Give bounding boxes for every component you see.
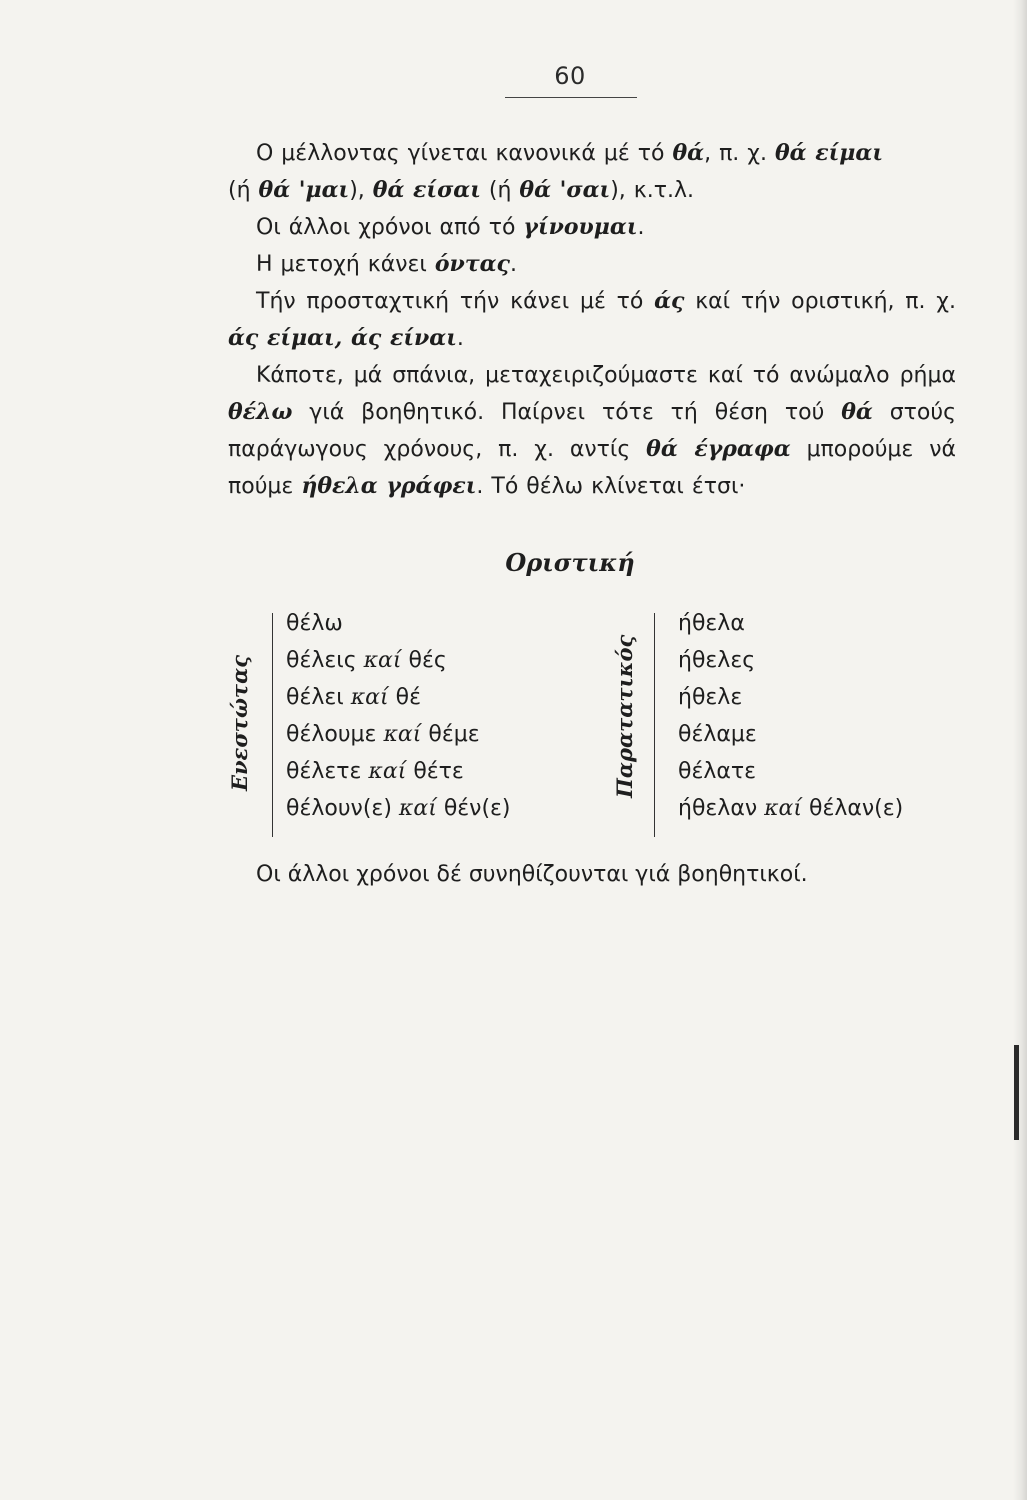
present-tense-label: Ενεστώτας: [227, 654, 252, 792]
text: ), κ.τ.λ.: [610, 178, 694, 203]
text: , π. χ.: [704, 141, 775, 166]
imperfect-form: θέλατε: [678, 759, 757, 784]
text: ),: [349, 178, 373, 203]
present-form: θέλετε καί θέτε: [286, 759, 464, 784]
closing-sentence: Οι άλλοι χρόνοι δέ συνηθίζουνται γιά βοηθητικοί.: [256, 862, 808, 887]
imperfect-forms-list: [678, 605, 903, 827]
emphasis: θέλω: [228, 399, 293, 425]
text: μπορούμε νά πούμε: [228, 437, 957, 499]
paragraph-line: [228, 209, 956, 246]
paragraph-line: [228, 135, 956, 172]
page-edge-shadow: [1013, 0, 1027, 1500]
text: .: [509, 252, 517, 277]
emphasis: άς είμαι, άς είναι: [228, 325, 457, 351]
page-number-rule: [505, 97, 637, 98]
text: . Τό θέλω κλίνεται έτσι·: [476, 474, 746, 499]
emphasis: θά είσαι: [372, 177, 481, 203]
emphasis: θά: [672, 140, 705, 166]
text: .: [637, 215, 645, 240]
present-form: θέλω: [286, 611, 343, 636]
emphasis: όντας: [434, 251, 510, 277]
text: Τήν προσταχτική τήν κάνει μέ τό: [256, 289, 655, 314]
imperfect-form: ήθελες: [678, 648, 756, 673]
conjugation-table: [222, 605, 962, 837]
text: Κάποτε, μά σπάνια, μεταχειριζούμαστε καί τό ανώμαλο ρήμα: [256, 363, 956, 388]
paragraph-line: [228, 172, 956, 209]
page-number: 60: [554, 62, 586, 90]
present-form: θέλουν(ε) καί θέν(ε): [286, 796, 511, 821]
paragraph-participle: [228, 246, 956, 283]
paragraph-text: [228, 283, 956, 357]
paragraph-other-tenses: [228, 209, 956, 246]
emphasis: θά: [841, 399, 873, 425]
text: (ή: [228, 178, 259, 203]
emphasis: θά 'σαι: [519, 177, 611, 203]
emphasis: θά 'μαι: [258, 177, 350, 203]
present-form: θέλει καί θέ: [286, 685, 421, 710]
text: (ή: [480, 178, 520, 203]
text: Οι άλλοι χρόνοι από τό: [256, 215, 524, 240]
text: Ο μέλλοντας γίνεται κανονικά μέ τό: [256, 141, 673, 166]
paragraph-text: [228, 357, 956, 505]
imperfect-tense-label: Παρατατικός: [612, 634, 637, 798]
emphasis: ήθελα γράφει: [301, 473, 477, 499]
text: στούς παράγωγους χρόνους, π. χ. αντίς: [228, 400, 956, 462]
present-forms-list: [286, 605, 511, 827]
imperfect-form: ήθελαν καί θέλαν(ε): [678, 796, 904, 821]
emphasis: θά είμαι: [775, 140, 883, 166]
imperfect-form: θέλαμε: [678, 722, 757, 747]
emphasis: γίνουμαι: [523, 214, 638, 240]
present-form: θέλεις καί θές: [286, 648, 447, 673]
text: καί τήν οριστική, π. χ.: [684, 289, 957, 314]
paragraph-future-tense: [228, 135, 956, 209]
imperfect-form: ήθελε: [678, 685, 743, 710]
present-form: θέλουμε καί θέμε: [286, 722, 480, 747]
paragraph-imperative: [228, 283, 956, 357]
imperfect-form: ήθελα: [678, 611, 745, 636]
imperfect-bracket-line: [654, 613, 655, 837]
text: .: [456, 326, 464, 351]
paragraph-thelo-auxiliary: [228, 357, 956, 505]
conjugation-heading: Οριστική: [505, 548, 635, 577]
text: Η μετοχή κάνει: [256, 252, 435, 277]
emphasis: θά έγραφα: [646, 436, 791, 462]
paragraph-line: [228, 246, 956, 283]
text: γιά βοηθητικό. Παίρνει τότε τή θέση τού: [292, 400, 842, 425]
emphasis: άς: [654, 288, 685, 314]
present-bracket-line: [272, 613, 273, 837]
page-edge-mark: [1014, 1045, 1019, 1140]
